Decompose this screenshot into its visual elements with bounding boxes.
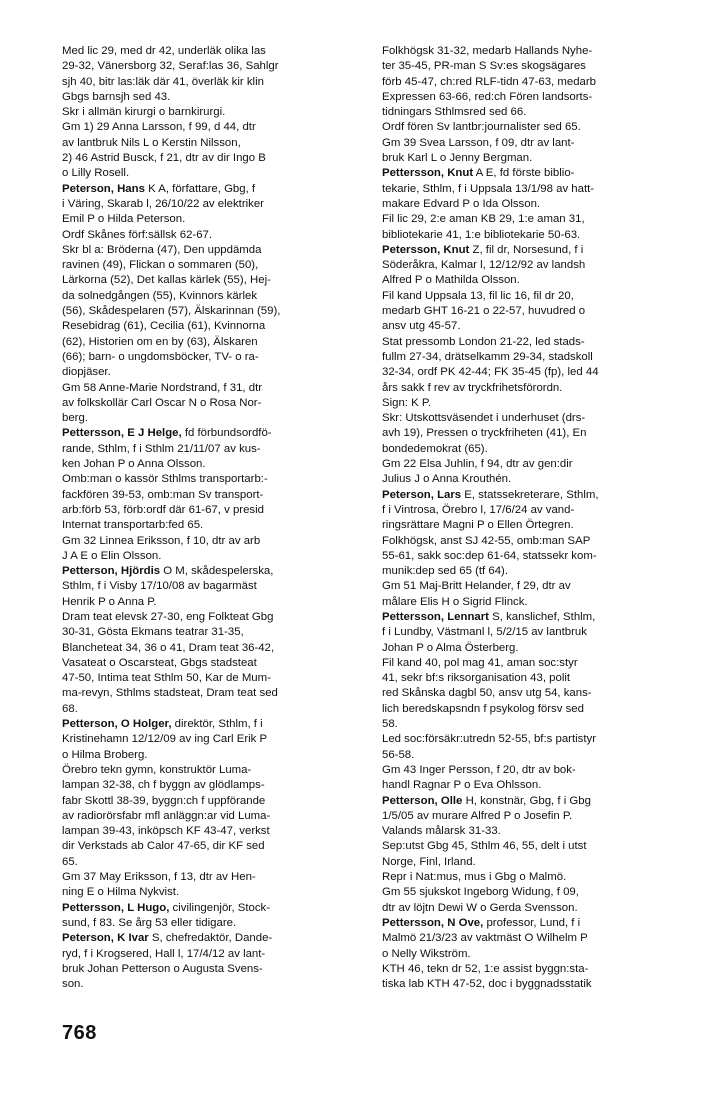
entry-line <box>382 732 668 747</box>
entry-line <box>62 488 347 503</box>
entry-text: ning E o Hilma Nykvist. <box>62 886 180 899</box>
left-column <box>62 44 347 992</box>
entry-text: avh 19), Pressen o tryckfriheten (41), En <box>382 427 587 440</box>
entry-line <box>62 396 347 411</box>
entry-line <box>382 105 668 120</box>
entry-text: Skr: Utskottsväsendet i underhuset (drs- <box>382 412 586 425</box>
entry-line <box>62 381 347 396</box>
entry-text: ma-revyn, Sthlms stadsteat, Dram teat sed <box>62 687 278 700</box>
entry-line <box>382 228 668 243</box>
entry-line <box>62 901 347 916</box>
entry-line <box>382 44 668 59</box>
entry-line <box>62 426 347 441</box>
entry-line <box>382 365 668 380</box>
entry-line <box>62 197 347 212</box>
entry-text: 30-31, Gösta Ekmans teatrar 31-35, <box>62 626 244 639</box>
entry-text: o Hilma Broberg. <box>62 748 148 761</box>
entry-line <box>62 503 347 518</box>
entry-line <box>382 304 668 319</box>
entry-line <box>382 947 668 962</box>
entry-line <box>382 151 668 166</box>
entry-line <box>62 595 347 610</box>
entry-text: tekarie, Sthlm, f i Uppsala 13/1/98 av hatt- <box>382 182 595 195</box>
entry-text: 58. <box>382 718 398 731</box>
entry-line <box>62 273 347 288</box>
entry-line <box>62 916 347 931</box>
entry-text: 68. <box>62 702 78 715</box>
entry-text: Sthlm, f i Visby 17/10/08 av bagarmäst <box>62 580 257 593</box>
entry-line <box>382 335 668 350</box>
entry-text: Folkhögsk 31-32, medarb Hallands Nyhe- <box>382 45 593 57</box>
entry-line <box>382 824 668 839</box>
entry-text: lampan 39-43, inköpsch KF 43-47, verkst <box>62 825 270 838</box>
entry-name: Pettersson, Knut <box>382 167 474 180</box>
entry-text: 1/5/05 av murare Alfred P o Josefin P. <box>382 809 573 822</box>
entry-line <box>382 243 668 258</box>
entry-text: Söderåkra, Kalmar l, 12/12/92 av landsh <box>382 259 586 272</box>
entry-line <box>62 212 347 227</box>
entry-line <box>62 702 347 717</box>
entry-text: 41, sekr bf:s riksorganisation 43, polit <box>382 672 571 685</box>
entry-line <box>382 839 668 854</box>
entry-text: Led soc:försäkr:utredn 52-55, bf:s partistyr <box>382 733 596 746</box>
entry-text: medarb GHT 16-21 o 22-57, huvudred o <box>382 305 586 318</box>
entry-text: fullm 27-34, drätselkamm 29-34, stadskoll <box>382 350 593 363</box>
entry-line <box>62 228 347 243</box>
entry-text: Stat pressomb London 21-22, led stads- <box>382 335 585 348</box>
entry-line <box>62 824 347 839</box>
biography-entry <box>382 610 668 794</box>
entry-line <box>62 839 347 854</box>
entry-line <box>62 610 347 625</box>
entry-text: Omb:man o kassör Sthlms transportarb:- <box>62 473 268 486</box>
entry-text: f i Vintrosa, Örebro l, 17/6/24 av vand- <box>382 503 575 516</box>
right-column <box>382 44 668 992</box>
entry-text: av lantbruk Nils L o Kerstin Nilsson, <box>62 136 241 149</box>
entry-text: 55-61, sakk soc:dep 61-64, statssekr kom- <box>382 549 597 562</box>
entry-text: 29-32, Vänersborg 32, Seraf:las 36, Sahlgr <box>62 60 279 73</box>
entry-line <box>62 151 347 166</box>
entry-line <box>382 182 668 197</box>
entry-line <box>62 977 347 992</box>
entry-line <box>382 595 668 610</box>
entry-line <box>62 625 347 640</box>
entry-text: (66); barn- o ungdomsböcker, TV- o ra- <box>62 350 259 363</box>
entry-text: S, chefredaktör, Dande- <box>148 932 273 945</box>
entry-line <box>62 411 347 426</box>
entry-line <box>382 212 668 227</box>
entry-text: makare Edvard P o Ida Olsson. <box>382 197 541 210</box>
entry-text: Gm 43 Inger Persson, f 20, dtr av bok- <box>382 763 576 776</box>
entry-text: K A, författare, Gbg, f <box>144 182 256 195</box>
entry-line <box>382 197 668 212</box>
entry-line <box>62 947 347 962</box>
entry-text: i Väring, Skarab l, 26/10/22 av elektriker <box>62 197 264 210</box>
entry-name: Peterson, Lars <box>382 488 462 501</box>
entry-text: Sep:utst Gbg 45, Sthlm 46, 55, delt i utst <box>382 840 587 853</box>
entry-line <box>62 794 347 809</box>
entry-line <box>382 778 668 793</box>
entry-text: professor, Lund, f i <box>483 916 581 929</box>
entry-text: bondedemokrat (65). <box>382 442 488 455</box>
entry-text: o Lilly Rosell. <box>62 167 130 180</box>
entry-text: Fil lic 29, 2:e aman KB 29, 1:e aman 31, <box>382 213 585 226</box>
entry-line <box>382 671 668 686</box>
entry-line <box>382 794 668 809</box>
entry-line <box>62 732 347 747</box>
entry-line <box>62 534 347 549</box>
entry-text: Emil P o Hilda Peterson. <box>62 213 186 226</box>
entry-text: (62), Historien om en by (63), Älskaren <box>62 335 258 348</box>
biography-entry <box>62 564 347 717</box>
entry-text: handl Ragnar P o Eva Ohlsson. <box>382 779 542 792</box>
entry-text: (56), Skådespelaren (57), Älskarinnan (59), <box>62 305 281 318</box>
entry-text: direktör, Sthlm, f i <box>171 718 263 731</box>
entry-text: KTH 46, tekn dr 52, 1:e assist byggn:sta- <box>382 962 589 975</box>
entry-line <box>62 931 347 946</box>
entry-text: dir Verkstads ab Calor 47-65, dir KF sed <box>62 840 265 853</box>
entry-line <box>62 442 347 457</box>
entry-text: red Skånska dagbl 50, ansv utg 54, kans- <box>382 687 592 700</box>
entry-text: Vasateat o Oscarsteat, Gbgs stadsteat <box>62 656 257 669</box>
entry-text: Lärkorna (52), Det kallas kärlek (55), Hej- <box>62 274 271 287</box>
entry-text: förb 45-47, ch:red RLF-tidn 47-63, medarb <box>382 75 597 88</box>
entry-text: Dram teat elevsk 27-30, eng Folkteat Gbg <box>62 610 274 623</box>
entry-line <box>382 258 668 273</box>
entry-line <box>62 717 347 732</box>
entry-line <box>62 656 347 671</box>
biography-entry <box>382 44 668 166</box>
entry-line <box>382 457 668 472</box>
entry-text: Kristinehamn 12/12/09 av ing Carl Erik P <box>62 733 268 746</box>
entry-text: munik:dep sed 65 (tf 64). <box>382 565 508 578</box>
entry-line <box>62 549 347 564</box>
entry-line <box>382 885 668 900</box>
entry-text: civilingenjör, Stock- <box>169 901 271 914</box>
entry-line <box>382 579 668 594</box>
entry-line <box>382 702 668 717</box>
entry-name: Petterson, O Holger, <box>62 718 172 731</box>
entry-line <box>382 625 668 640</box>
entry-text: ken Johan P o Anna Olsson. <box>62 458 206 471</box>
entry-text: lampan 32-38, ch f byggn av glödlamps- <box>62 779 265 792</box>
entry-text: bruk Karl L o Jenny Bergman. <box>382 152 533 165</box>
entry-text: sjh 40, bitr las:läk där 41, överläk kir klin <box>62 75 264 88</box>
entry-text: Gbgs barnsjh sed 43. <box>62 90 171 103</box>
entry-text: Gm 39 Svea Larsson, f 09, dtr av lant- <box>382 136 575 149</box>
entry-line <box>382 901 668 916</box>
biography-entry <box>62 182 347 427</box>
entry-text: 47-50, Intima teat Sthlm 50, Kar de Mum- <box>62 672 271 685</box>
biography-entry <box>382 243 668 488</box>
entry-text: berg. <box>62 412 88 425</box>
entry-name: Pettersson, E J Helge, <box>62 427 182 440</box>
biography-entry <box>382 166 668 242</box>
entry-line <box>62 105 347 120</box>
entry-text: Alfred P o Mathilda Olsson. <box>382 274 520 287</box>
entry-name: Petterson, Hjördis <box>62 565 161 578</box>
entry-line <box>382 656 668 671</box>
entry-line <box>382 962 668 977</box>
entry-text: Julius J o Anna Krouthén. <box>382 473 512 486</box>
entry-text: Skr bl a: Bröderna (47), Den uppdämda <box>62 243 262 256</box>
entry-line <box>382 916 668 931</box>
entry-line <box>62 304 347 319</box>
entry-line <box>62 136 347 151</box>
entry-text: diopjäser. <box>62 366 111 379</box>
entry-line <box>62 809 347 824</box>
entry-text: Ordf fören Sv lantbr:journalister sed 65. <box>382 121 581 134</box>
entry-text: Gm 1) 29 Anna Larsson, f 99, d 44, dtr <box>62 121 256 134</box>
entry-name: Petterson, Olle <box>382 794 463 807</box>
entry-line <box>382 931 668 946</box>
entry-line <box>62 319 347 334</box>
entry-text: S, kanslichef, Sthlm, <box>488 610 596 623</box>
entry-text: da solnedgången (55), Kvinnors kärlek <box>62 289 258 302</box>
entry-text: Folkhögsk, anst SJ 42-55, omb:man SAP <box>382 534 591 547</box>
entry-name: Pettersson, Lennart <box>382 610 489 623</box>
entry-text: bibliotekarie 41, 1:e bibliotekarie 50-63. <box>382 228 581 241</box>
entry-line <box>382 166 668 181</box>
entry-line <box>382 411 668 426</box>
entry-text: års sakk f rev av tryckfrihetsförordn. <box>382 381 563 394</box>
entry-text: A E, fd förste biblio- <box>473 167 575 180</box>
entry-name: Peterson, K Ivar <box>62 932 149 945</box>
entry-text: fackfören 39-53, omb:man Sv transport- <box>62 488 264 501</box>
entry-text: bruk Johan Petterson o Augusta Svens- <box>62 962 263 975</box>
entry-line <box>382 59 668 74</box>
entry-text: H, konstnär, Gbg, f i Gbg <box>462 794 591 807</box>
entry-text: sund, f 83. Se årg 53 eller tidigare. <box>62 916 237 929</box>
entry-text: f i Lundby, Västmanl l, 5/2/15 av lantbruk <box>382 626 587 639</box>
entry-text: Expressen 63-66, red:ch Fören landsorts- <box>382 90 593 103</box>
entry-text: Repr i Nat:mus, mus i Gbg o Malmö. <box>382 871 567 884</box>
entry-line <box>62 472 347 487</box>
biography-entry <box>382 916 668 992</box>
entry-line <box>382 488 668 503</box>
entry-line <box>62 962 347 977</box>
entry-line <box>62 885 347 900</box>
entry-text: ringsrättare Magni P o Ellen Örtegren. <box>382 519 574 532</box>
entry-line <box>382 855 668 870</box>
entry-text: ter 35-45, PR-man S Sv:es skogsägares <box>382 60 586 73</box>
entry-text: E, statssekreterare, Sthlm, <box>461 488 599 501</box>
entry-text: J A E o Elin Olsson. <box>62 549 162 562</box>
entry-text: fabr Skottl 38-39, byggn:ch f uppförande <box>62 794 266 807</box>
entry-line <box>382 90 668 105</box>
entry-line <box>62 120 347 135</box>
entry-text: målare Elis H o Sigrid Flinck. <box>382 595 528 608</box>
entry-line <box>382 136 668 151</box>
entry-line <box>62 518 347 533</box>
entry-text: tiska lab KTH 47-52, doc i byggnadsstatik <box>382 978 592 991</box>
entry-line <box>382 518 668 533</box>
entry-line <box>62 44 347 59</box>
entry-line <box>62 763 347 778</box>
entry-line <box>382 717 668 732</box>
entry-text: Skr i allmän kirurgi o barnkirurgi. <box>62 106 226 119</box>
entry-line <box>382 686 668 701</box>
entry-text: Gm 55 sjukskot Ingeborg Widung, f 09, <box>382 886 579 899</box>
entry-line <box>62 579 347 594</box>
entry-line <box>62 350 347 365</box>
biography-entry <box>62 717 347 901</box>
entry-text: Blancheteat 34, 36 o 41, Dram teat 36-42, <box>62 641 275 654</box>
entry-text: son. <box>62 978 84 991</box>
entry-text: Johan P o Alma Österberg. <box>382 641 519 654</box>
entry-line <box>382 273 668 288</box>
entry-line <box>62 289 347 304</box>
biography-entry <box>382 794 668 916</box>
entry-text: ansv utg 45-57. <box>382 320 461 333</box>
entry-line <box>62 243 347 258</box>
entry-line <box>62 90 347 105</box>
entry-text: 56-58. <box>382 748 415 761</box>
entry-text: Fil kand 40, pol mag 41, aman soc:styr <box>382 656 578 669</box>
biography-entry <box>382 488 668 610</box>
entry-text: O M, skådespelerska, <box>160 565 274 578</box>
entry-text: Gm 51 Maj-Britt Helander, f 29, dtr av <box>382 580 571 593</box>
entry-line <box>382 564 668 579</box>
entry-text: Sign: K P. <box>382 396 432 409</box>
entry-line <box>62 59 347 74</box>
entry-name: Pettersson, N Ove, <box>382 916 484 929</box>
entry-text: Gm 22 Elsa Juhlin, f 94, dtr av gen:dir <box>382 458 573 471</box>
entry-line <box>62 778 347 793</box>
biography-entry <box>62 901 347 932</box>
entry-line <box>62 258 347 273</box>
entry-line <box>62 748 347 763</box>
entry-text: tidningars Sthlmsred sed 66. <box>382 106 527 119</box>
entry-line <box>62 182 347 197</box>
entry-name: Pettersson, L Hugo, <box>62 901 170 914</box>
entry-text: Fil kand Uppsala 13, fil lic 16, fil dr 20, <box>382 289 574 302</box>
entry-name: Petersson, Knut <box>382 243 470 256</box>
entry-text: lich beredskapsndn f psykolog försv sed <box>382 702 584 715</box>
entry-text: 65. <box>62 855 78 868</box>
entry-line <box>382 763 668 778</box>
entry-line <box>62 870 347 885</box>
entry-line <box>382 426 668 441</box>
entry-line <box>62 457 347 472</box>
entry-line <box>62 641 347 656</box>
entry-text: Med lic 29, med dr 42, underläk olika las <box>62 45 266 57</box>
entry-text: 2) 46 Astrid Busck, f 21, dtr av dir Ingo B <box>62 152 266 165</box>
biography-entry <box>62 44 347 182</box>
entry-line <box>62 75 347 90</box>
entry-text: Internat transportarb:fed 65. <box>62 519 204 532</box>
entry-text: Malmö 21/3/23 av vaktmäst O Wilhelm P <box>382 932 588 945</box>
entry-text: Gm 58 Anne-Marie Nordstrand, f 31, dtr <box>62 381 263 394</box>
entry-line <box>62 686 347 701</box>
entry-line <box>382 381 668 396</box>
entry-text: Örebro tekn gymn, konstruktör Luma- <box>62 763 252 776</box>
entry-line <box>382 75 668 90</box>
entry-text: ryd, f i Krogsered, Hall l, 17/4/12 av lant- <box>62 947 266 960</box>
entry-line <box>382 870 668 885</box>
entry-line <box>382 289 668 304</box>
entry-line <box>62 365 347 380</box>
entry-text: Gm 32 Linnea Eriksson, f 10, dtr av arb <box>62 534 261 547</box>
entry-text: Henrik P o Anna P. <box>62 595 157 608</box>
entry-line <box>382 809 668 824</box>
entry-line <box>382 503 668 518</box>
entry-text: dtr av löjtn Dewi W o Gerda Svensson. <box>382 901 578 914</box>
entry-line <box>382 748 668 763</box>
entry-line <box>62 166 347 181</box>
entry-text: av radiorörsfabr mfl anläggn:ar vid Luma- <box>62 809 271 822</box>
entry-line <box>382 977 668 992</box>
entry-text: arb:förb 53, förb:ordf där 61-67, v presid <box>62 503 264 516</box>
entry-text: Resebidrag (61), Cecilia (61), Kvinnorna <box>62 320 266 333</box>
entry-text: o Nelly Wikström. <box>382 947 471 960</box>
page-number: 768 <box>62 1022 97 1044</box>
entry-line <box>62 564 347 579</box>
entry-text: Z, fil dr, Norsesund, f i <box>469 243 584 256</box>
entry-text: fd förbundsordfö- <box>181 427 272 440</box>
entry-line <box>382 319 668 334</box>
entry-text: Gm 37 May Eriksson, f 13, dtr av Hen- <box>62 871 256 884</box>
entry-text: Norge, Finl, Irland. <box>382 855 476 868</box>
biography-entry <box>62 426 347 564</box>
entry-line <box>382 472 668 487</box>
entry-text: rande, Sthlm, f i Sthlm 21/11/07 av kus- <box>62 442 261 455</box>
entry-text: Ordf Skånes förf:sällsk 62-67. <box>62 228 213 241</box>
entry-line <box>382 534 668 549</box>
entry-line <box>382 641 668 656</box>
entry-text: av folkskollär Carl Oscar N o Rosa Nor- <box>62 396 262 409</box>
entry-name: Peterson, Hans <box>62 182 145 195</box>
entry-text: ravinen (49), Flickan o sommaren (50), <box>62 259 259 272</box>
entry-line <box>62 855 347 870</box>
entry-line <box>382 610 668 625</box>
entry-text: Valands målarsk 31-33. <box>382 825 501 838</box>
entry-text: 32-34, ordf PK 42-44; FK 35-45 (fp), led 44 <box>382 366 599 379</box>
entry-line <box>382 350 668 365</box>
entry-line <box>382 442 668 457</box>
entry-line <box>62 671 347 686</box>
entry-line <box>62 335 347 350</box>
biography-entry <box>62 931 347 992</box>
entry-line <box>382 396 668 411</box>
entry-line <box>382 120 668 135</box>
entry-line <box>382 549 668 564</box>
